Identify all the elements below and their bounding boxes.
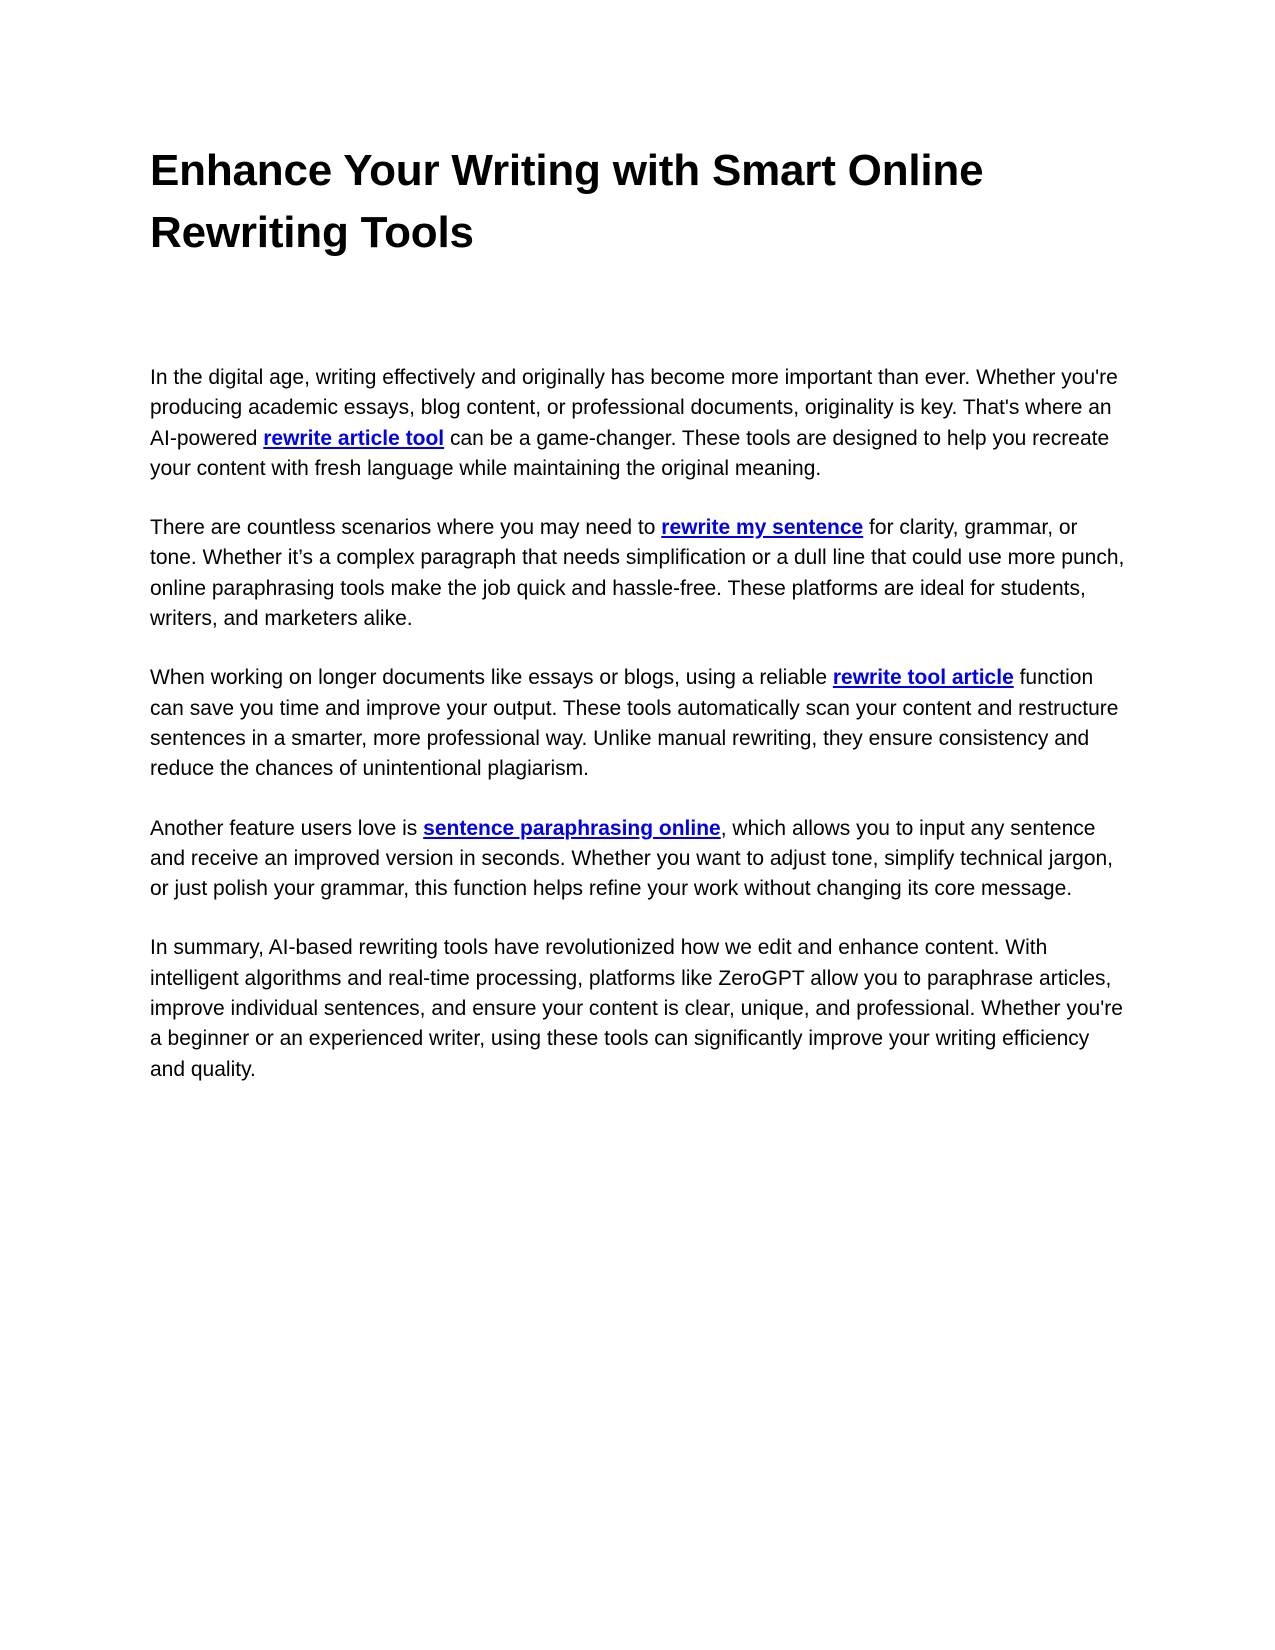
paragraph-text: In the digital age, writing effectively and originally has become more important than ever. Whether you're producing academic essays, blog content, or professional documents, originality is key. That's where an AI-powered — [150, 366, 1118, 450]
paragraph-text: There are countless scenarios where you may need to — [150, 516, 662, 540]
document-body — [150, 363, 1130, 1085]
paragraph-intro — [150, 363, 1130, 484]
paragraph-sentence-paraphrasing — [150, 814, 1130, 905]
paragraph-rewrite-sentence — [150, 513, 1130, 634]
link-rewrite-tool-article[interactable]: rewrite tool article — [832, 666, 1014, 690]
paragraph-text: Another feature users love is — [150, 816, 424, 840]
paragraph-text: can be a game-changer. These tools are designed to help you recreate your content with fresh language while maintaining the original meaning. — [150, 426, 1110, 480]
document-page — [150, 140, 1130, 1114]
link-rewrite-article-tool[interactable]: rewrite article tool — [263, 426, 445, 450]
paragraph-text: , which allows you to input any sentence and receive an improved version in seconds. Whether you want to adjust tone, simplify technical jargon, or just polish your grammar, this function helps refine your work without changing its core message. — [150, 816, 1114, 901]
paragraph-text: When working on longer documents like essays or blogs, using a reliable — [150, 666, 833, 690]
paragraph-text: function can save you time and improve your output. These tools automatically scan your content and restructure sentences in a smarter, more professional way. Unlike manual rewriting, they ensure consistency and reduce the chances of unintentional plagiarism. — [150, 666, 1119, 781]
paragraph-longer-documents — [150, 663, 1130, 784]
paragraph-text: for clarity, grammar, or tone. Whether it’s a complex paragraph that needs simplification or a dull line that could use more punch, online paraphrasing tools make the job quick and hassle-free. These platforms are ideal for students, writers, and marketers alike. — [150, 516, 1125, 631]
paragraph-text: In summary, AI-based rewriting tools have revolutionized how we edit and enhance content. With intelligent algorithms and real-time processing, platforms like ZeroGPT allow you to paraphrase articles, improve individual sentences, and ensure your content is clear, unique, and professional. Whether you're a beginner or an experienced writer, using these tools can significantly improve your writing efficiency and quality. — [150, 936, 1123, 1081]
link-sentence-paraphrasing-online[interactable]: sentence paraphrasing online — [423, 816, 721, 840]
link-rewrite-my-sentence[interactable]: rewrite my sentence — [661, 516, 864, 540]
paragraph-summary — [150, 933, 1130, 1084]
document-title: Enhance Your Writing with Smart Online Rewriting Tools — [150, 146, 984, 257]
